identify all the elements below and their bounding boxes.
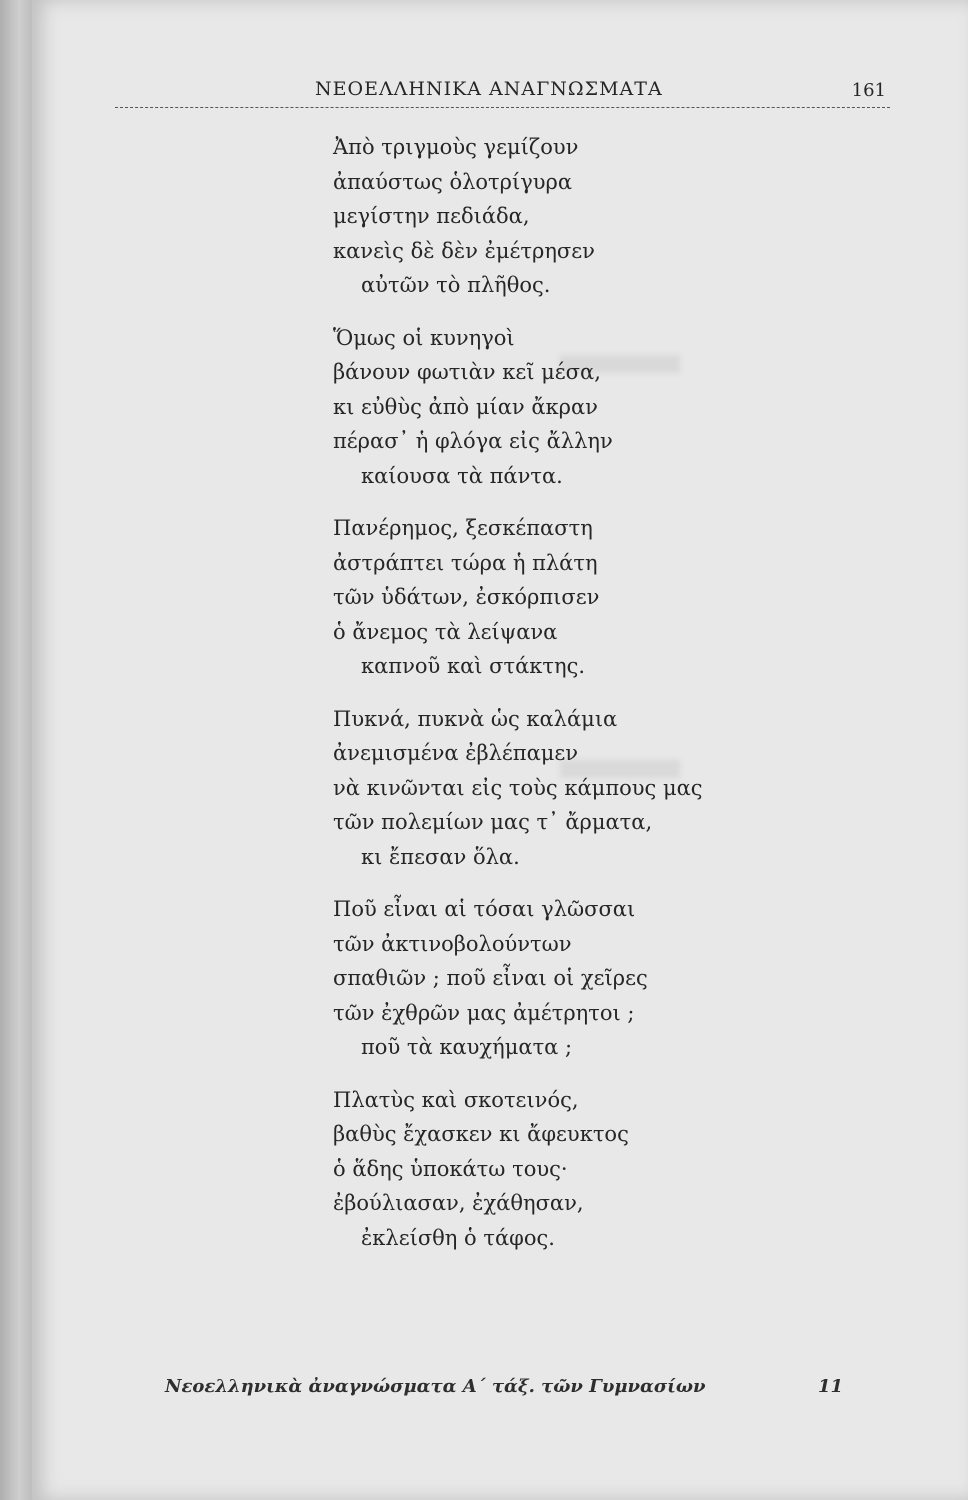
poem-line: ἀνεμισμένα ἐβλέπαμεν: [333, 741, 579, 765]
poem-line: τῶν ὑδάτων, ἐσκόρπισεν: [333, 585, 600, 609]
poem-line: τῶν ἐχθρῶν μας ἀμέτρητοι ;: [333, 1000, 635, 1025]
poem: [333, 130, 853, 1273]
poem-line: Πλατὺς καὶ σκοτεινός,: [333, 1087, 579, 1112]
stanza: [333, 321, 853, 494]
poem-line: κι εὐθὺς ἀπὸ μίαν ἄκραν: [333, 394, 598, 419]
page-footer: [165, 1376, 855, 1406]
poem-line: βάνουν φωτιὰν κεῖ μέσα,: [333, 360, 601, 384]
poem-line: τῶν ἀκτινοβολούντων: [333, 931, 572, 956]
poem-line: πέρασ᾽ ἡ φλόγα εἰς ἄλλην: [333, 429, 613, 453]
printer-signature: 11: [817, 1376, 843, 1397]
page-binding-edge: [0, 0, 32, 1500]
poem-line: ποῦ τὰ καυχήματα ;: [361, 1035, 573, 1059]
poem-line: σπαθιῶν ; ποῦ εἶναι οἱ χεῖρες: [333, 966, 648, 990]
poem-line: ὁ ἄνεμος τὰ λείψανα: [333, 619, 558, 644]
poem-line: Πανέρημος, ξεσκέπαστη: [333, 516, 593, 540]
stanza: [333, 702, 853, 875]
poem-line: Ὅμως οἱ κυνηγοὶ: [333, 325, 515, 350]
stanza: [333, 892, 853, 1065]
stanza: [333, 130, 853, 303]
poem-line: αὐτῶν τὸ πλῆθος.: [361, 273, 551, 297]
poem-line: ἐκλείσθη ὁ τάφος.: [361, 1225, 555, 1250]
poem-line: ὁ ἅδης ὑποκάτω τους·: [333, 1156, 568, 1181]
header-rule: [115, 107, 890, 108]
poem-line: τῶν πολεμίων μας τ᾽ ἄρματα,: [333, 810, 653, 834]
poem-line: Πυκνά, πυκνὰ ὡς καλάμια: [333, 706, 618, 731]
poem-line: νὰ κινῶνται εἰς τοὺς κάμπους μας: [333, 775, 703, 800]
poem-line: βαθὺς ἔχασκεν κι ἄφευκτος: [333, 1122, 629, 1146]
poem-line: κανεὶς δὲ δὲν ἐμέτρησεν: [333, 238, 595, 263]
stanza: [333, 1083, 853, 1256]
page-number: 161: [851, 80, 886, 101]
running-title: ΝΕΟΕΛΛΗΝΙΚΑ ΑΝΑΓΝΩΣΜΑΤΑ: [315, 78, 663, 100]
poem-line: Ποῦ εἶναι αἱ τόσαι γλῶσσαι: [333, 897, 636, 921]
poem-line: ἐβούλιασαν, ἐχάθησαν,: [333, 1191, 584, 1215]
page-header: [115, 78, 890, 108]
poem-line: καπνοῦ καὶ στάκτης.: [361, 654, 586, 678]
poem-line: μεγίστην πεδιάδα,: [333, 204, 530, 228]
poem-line: κι ἔπεσαν ὅλα.: [361, 844, 520, 869]
stanza: [333, 511, 853, 684]
footer-book-title: Νεοελληνικὰ ἀναγνώσματα Α΄ τάξ. τῶν Γυμνασίων: [165, 1376, 706, 1397]
poem-line: καίουσα τὰ πάντα.: [361, 463, 563, 488]
poem-line: ἀστράπτει τώρα ἡ πλάτη: [333, 550, 598, 575]
poem-line: ἀπαύστως ὁλοτρίγυρα: [333, 169, 573, 194]
poem-line: Ἀπὸ τριγμοὺς γεμίζουν: [333, 135, 579, 159]
